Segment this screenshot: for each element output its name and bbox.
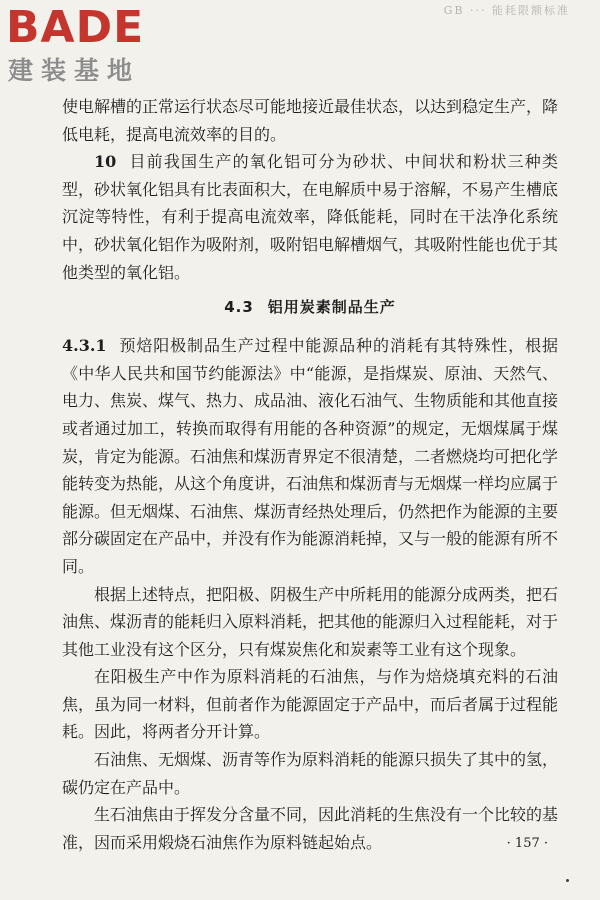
- item-text: 目前我国生产的氧化铝可分为砂状、中间状和粉状三种类型，砂状氧化铝具有比表面积大，在电解质中易于溶解，不易产生槽底沉淀等特性，有利于提高电流效率，降低能耗，同时在干法净化系统中，砂状氧化铝作为吸附剂，吸附铝电解槽烟气，其吸附性能也优于其他类型的氧化铝。: [62, 152, 559, 282]
- page-number: · 157 ·: [506, 836, 548, 851]
- paragraph-petroleum-coke: 在阳极生产中作为原料消耗的石油焦，与作为焙烧填充料的石油焦，虽为同一材料，但前者作为能源固定于产品中，而后者属于过程能耗。因此，将两者分开计算。: [62, 667, 559, 742]
- paragraph-classification: 根据上述特点，把阳极、阴极生产中所耗用的能源分成两类，把石油焦、煤沥青的能耗归入原料消耗，把其他的能源归入过程能耗，对于其他工业没有这个区分，只有煤炭焦化和炭素等工业有这个现象。: [62, 584, 559, 659]
- running-head: GB ··· 能耗限额标准: [443, 4, 570, 17]
- clause-text: 预焙阳极制品生产过程中能源品种的消耗有其特殊性，根据《中华人民共和国节约能源法》中“能源，是指煤炭、原油、天然气、电力、焦炭、煤气、热力、成品油、液化石油气、生物质能和其他直接或者通过加工，转换而取得有用能的各种资源”的规定，无烟煤属于煤炭，肯定为能源。石油焦和煤沥青界定不很清楚，二者燃烧均可把化学能转变为热能，从这个角度讲，石油焦和煤沥青与无烟煤一样均应属于能源。但无烟煤、石油焦、煤沥青经热处理后，仍然把作为能源的主要部分碳固定在产品中，并没有作为能源消耗掉，又与一般的能源有所不同。: [62, 336, 559, 576]
- logo-brand: [6, 2, 145, 53]
- clause-number: 4.3.1: [62, 336, 107, 356]
- logo-subtitle: 建装基地: [8, 56, 141, 85]
- speck-mark: [566, 879, 569, 882]
- watermark-logo: [6, 2, 176, 90]
- section-number: 4.3: [224, 298, 254, 317]
- section-heading: [62, 295, 558, 319]
- paragraph-raw-coke: 生石油焦由于挥发分含量不同，因此消耗的生焦没有一个比较的基准，因而采用煅烧石油焦作为原料链起始点。: [62, 805, 559, 852]
- clause-4-3-1: [62, 332, 558, 580]
- section-title: 铝用炭素制品生产: [267, 298, 396, 317]
- item-10: [62, 148, 558, 286]
- paragraph-hydrogen-loss: 石油焦、无烟煤、沥青等作为原料消耗的能源只损失了其中的氢，碳仍定在产品中。: [62, 750, 559, 797]
- item-number: 10: [94, 152, 117, 172]
- logo-brand-text: BADE: [6, 2, 145, 53]
- paragraph-continuation: 使电解槽的正常运行状态尽可能地接近最佳状态，以达到稳定生产，降低电耗，提高电流效率的目的。: [62, 97, 559, 144]
- body-text: [62, 93, 558, 856]
